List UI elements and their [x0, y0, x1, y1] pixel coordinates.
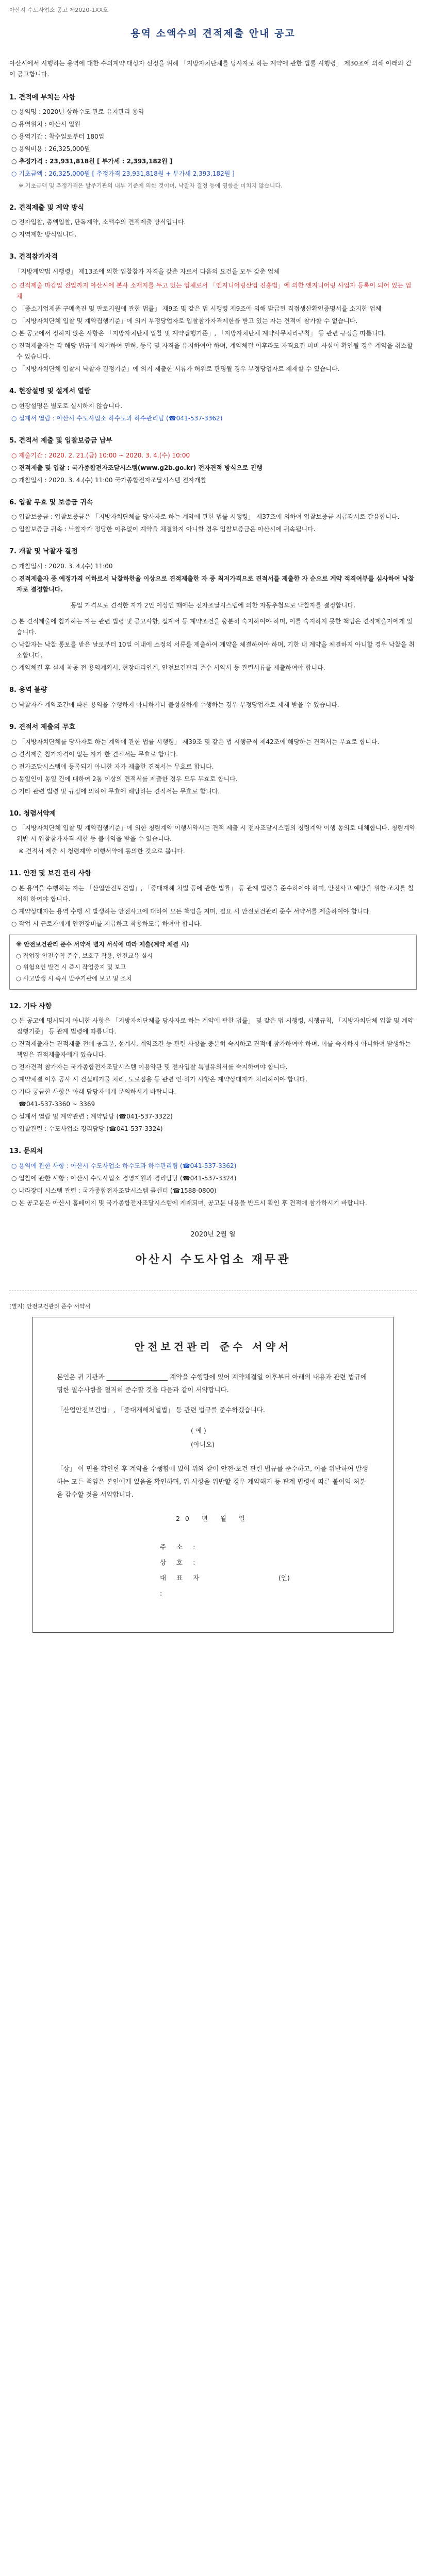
section-2	[9, 202, 417, 241]
list-item: ○ 기타 관련 법령 및 규정에 의하여 무효에 해당하는 견적서는 무효로 합니다.	[11, 787, 220, 795]
section-title: 12. 기타 사항	[9, 1002, 52, 1010]
notice-row: ○ 작업장 안전수칙 준수, 보호구 착용, 안전교육 실시	[16, 952, 153, 960]
list-item: ○ 설계서 열람 : 아산시 수도사업소 하수도과 하수관리팀 (☎041-537-3362)	[11, 414, 223, 422]
seal-mark: (인)	[278, 1574, 290, 1582]
list-item: ○ 본 용역을 수행하는 자는 「산업안전보건법」, 「중대재해 처벌 등에 관한 법률」 등 관계 법령을 준수하여야 하며, 안전사고 예방을 위한 조치를 철저히 하여야 합니다.	[11, 885, 414, 903]
paragraph: 「지방계약법 시행령」 제13조에 의한 입찰참가 자격을 갖춘 자로서 다음의 요건을 모두 갖춘 업체	[14, 268, 280, 275]
list-item: ○ 견적제출자 중 예정가격 이하로서 낙찰하한율 이상으로 견적제출한 자 중 최저가격으로 견적서를 제출한 자 순으로 계약 적격여부를 심사하여 낙찰자로 결정합니다.	[11, 575, 415, 593]
section-4	[9, 386, 417, 424]
list-item: ○ 계약체결 후 실제 착공 전 용역계획서, 현장대리인계, 안전보건관리 준수 서약서 등 관련서류를 제출하여야 합니다.	[11, 664, 325, 671]
appendix-label: [별지] 안전보건관리 준수 서약서	[9, 1303, 91, 1310]
list-item: ○ 입찰보증금 귀속 : 낙찰자가 정당한 이유없이 계약을 체결하지 아니할 경우 입찰보증금은 아산시에 귀속됩니다.	[11, 526, 316, 533]
section-title: 9. 견적서 제출의 무효	[9, 723, 76, 731]
list-item: ○ 「지방자치단체 입찰 및 계약집행기준」에 의거 부정당업자로 입찰참가자격제한을 받고 있는 자는 견적에 참가할 수 없습니다.	[11, 317, 358, 325]
list-item: ○ 추정가격 : 23,931,818원 [ 부가세 : 2,393,182원 ]	[11, 158, 173, 165]
pledge-list-item: 「산업안전보건법」, 「중대재해처벌법」 등 관련 법규를 준수하겠습니다.	[57, 1405, 265, 1414]
section-title: 6. 입찰 무효 및 보증금 귀속	[9, 498, 93, 506]
list-item: ○ 용역에 관한 사항 : 아산시 수도사업소 하수도과 하수관리팀 (☎041-537-3362)	[11, 1162, 237, 1170]
list-item: ○ 입찰관련 : 수도사업소 경리담당 (☎041-537-3324)	[11, 1125, 163, 1133]
pledge-list	[57, 1403, 369, 1416]
list-item: ○ 지역제한 방식입니다.	[11, 231, 77, 239]
list-item: ○ 현장설명은 별도로 실시하지 않습니다.	[11, 402, 123, 410]
section-title: 1. 견적에 부치는 사항	[9, 93, 76, 101]
list-item: ○ 작업 시 근로자에게 안전장비를 지급하고 착용하도록 하여야 합니다.	[11, 920, 202, 927]
list-item: ○ 나라장터 시스템 관련 : 국가종합전자조달시스템 콜센터 (☎1588-0800)	[11, 1187, 217, 1194]
list-item: ○ 견적제출 마감일 전일까지 아산시에 본사 소재지를 두고 있는 업체로서 「엔지니어링산업 진흥법」에 의한 엔지니어링 사업자 등록이 되어 있는 업체	[11, 282, 412, 300]
list-item: ○ 견적제출 참가자격이 없는 자가 한 견적서는 무효로 합니다.	[11, 750, 178, 758]
page-title: 용역 소액수의 견적제출 안내 공고	[130, 28, 296, 40]
list-item: ○ 입찰보증금 : 입찰보증금은 「지방자치단체를 당사자로 하는 계약에 관한 법률 시행령」 제37조에 의하여 입찰보증금 지급각서로 갈음합니다.	[11, 513, 400, 521]
section-10	[9, 808, 417, 857]
list-item: ○ 낙찰자는 낙찰 통보를 받은 날로부터 10일 이내에 소정의 서류를 제출하여 계약을 체결하여야 하며, 기한 내 계약을 체결하지 아니할 경우 낙찰을 취소합니다.	[11, 641, 415, 659]
section-note: 동일 가격으로 견적한 자가 2인 이상인 때에는 전자조달시스템에 의한 자동추첨으로 낙찰자를 결정합니다.	[71, 602, 355, 609]
pledge-choices	[57, 1423, 369, 1452]
list-item: ○ 본 견적제출에 참가하는 자는 관련 법령 및 공고사항, 설계서 등 계약조건을 충분히 숙지하여야 하며, 이를 숙지하지 못한 책임은 견적제출자에게 있습니다.	[11, 618, 413, 636]
list-item: ○ 견적제출자는 각 해당 법규에 의거하여 면허, 등록 및 자격을 유지하여야 하며, 계약체결 이후라도 자격요건 미비 사실이 확인될 경우 계약을 취소할 수 있습니다.	[11, 342, 413, 360]
pledge-form	[32, 1317, 394, 1633]
list-item: ○ 전자조달시스템에 등록되지 아니한 자가 제출한 견적서는 무효로 합니다.	[11, 762, 214, 770]
section-6	[9, 497, 417, 535]
list-item: ○ 제출기간 : 2020. 2. 21.(금) 10:00 ~ 2020. 3. 4.(수) 10:00	[11, 451, 190, 459]
list-item: ○ 「지방자치단체 입찰시 낙찰자 결정기준」에 의거 제출한 서류가 허위로 판명될 경우 부정당업자로 제재할 수 있습니다.	[11, 365, 340, 372]
notice-row: ○ 사고발생 시 즉시 발주기관에 보고 및 조치	[16, 975, 132, 982]
list-item: ○ 기타 궁금한 사항은 아래 담당자에게 문의하시기 바랍니다.	[11, 1088, 176, 1096]
list-item: ○ 개찰일시 : 2020. 3. 4.(수) 11:00	[11, 563, 113, 570]
list-item: ○ 용역명 : 2020년 상하수도 관로 유지관리 용역	[11, 108, 144, 116]
section-9	[9, 722, 417, 797]
section-11	[9, 868, 417, 989]
section-7	[9, 546, 417, 673]
section-5	[9, 435, 417, 486]
list-item: ○ 전자입찰, 총액입찰, 단독계약, 소액수의 견적제출 방식입니다.	[11, 218, 186, 226]
list-item: ○ 용역기간 : 착수일로부터 180일	[11, 133, 105, 141]
notice-row: ○ 위험요인 발견 시 즉시 작업중지 및 보고	[16, 963, 126, 971]
list-item: ○ 낙찰자가 계약조건에 따른 용역을 수행하지 아니하거나 불성실하게 수행하는 경우 부정당업자로 제재 받을 수 있습니다.	[11, 701, 339, 708]
list-item: ○ 「지방자치단체를 당사자로 하는 계약에 관한 법률 시행령」 제39조 및 같은 법 시행규칙 제42조에 해당하는 견적서는 무효로 합니다.	[11, 738, 380, 745]
contact-phones: ☎041-537-3360 ~ 3369	[19, 1100, 95, 1108]
section-3	[9, 251, 417, 375]
section-title: 3. 견적참가자격	[9, 253, 58, 261]
section-title: 2. 견적제출 및 계약 방식	[9, 204, 85, 212]
list-item: ○ 본 공고에서 정하지 않은 사항은 「지방자치단체 입찰 및 계약집행기준」, 「지방자치단체 계약사무처리규칙」 등 관련 규정을 따릅니다.	[11, 330, 386, 337]
section-title: 4. 현장설명 및 설계서 열람	[9, 387, 91, 395]
list-item: ○ 전자견적 참가자는 국가종합전자조달시스템 이용약관 및 전자입찰 특별유의서를 숙지하여야 합니다.	[11, 1063, 288, 1071]
list-item: ○ 본 공고에 명시되지 아니한 사항은 「지방자치단체를 당사자로 하는 계약에 관한 법률」 및 같은 법 시행령, 시행규칙, 「지방자치단체 입찰 및 계약집행기준」 등 관계 법령에 따릅니다.	[11, 1017, 414, 1036]
list-item: ○ 견적제출 및 입찰 : 국가종합전자조달시스템(www.g2b.go.kr) 전자견적 방식으로 진행	[11, 464, 263, 471]
section-title: 8. 용역 불량	[9, 686, 47, 694]
section-1	[9, 92, 417, 191]
list-item: ○ 용역위치 : 아산시 일원	[11, 121, 81, 128]
safety-notice-box	[9, 935, 417, 990]
list-item: ○ 본 공고문은 아산시 홈페이지 및 국가종합전자조달시스템에 게재되며, 공고문 내용을 반드시 확인 후 견적에 참가하시기 바랍니다.	[11, 1199, 367, 1207]
pledge-body-2: 「상」 이 면을 확인한 후 계약을 수행함에 있어 위와 같이 안전·보건 관련 법규를 준수하고, 이를 위반하여 발생하는 모든 책임은 본인에게 있음을 확인하며, 위 사항을 위반할 경우 계약해지 등 관계 법령에 따른 불이익 처분을 감수할 것을 서약합니다.	[57, 1464, 368, 1498]
section-title: 11. 안전 및 보건 관리 사항	[9, 870, 91, 878]
section-8	[9, 685, 417, 710]
signature-label: 주 소 :	[160, 1543, 200, 1551]
section-title: 7. 개찰 및 낙찰자 결정	[9, 548, 78, 556]
header-note: 아산시 수도사업소 공고 제2020-1XX호	[9, 7, 109, 13]
list-item: ○ 설계서 열람 및 계약관련 : 계약담당 (☎041-537-3322)	[11, 1113, 173, 1121]
pledge-date: 20 년 월 일	[175, 1514, 251, 1522]
signature-block	[57, 1539, 369, 1601]
section-title: 5. 견적서 제출 및 입찰보증금 납부	[9, 436, 112, 445]
list-item: ○ 「중소기업제품 구매촉진 및 판로지원에 관한 법률」 제9조 및 같은 법 시행령 제9조에 의해 발급된 직접생산확인증명서를 소지한 업체	[11, 305, 382, 312]
notice-date: 2020년 2월 일	[190, 1231, 236, 1239]
notice-row: ※ 안전보건관리 준수 서약서 별지 서식에 따라 제출(계약 체결 시)	[16, 941, 189, 948]
list-item: ○ 동일인이 동일 건에 대하여 2통 이상의 견적서를 제출한 경우 모두 무효로 합니다.	[11, 775, 238, 783]
pledge-body: 본인은 귀 기관과 ___________________ 계약을 수행함에 있어 계약체결일 이후부터 아래의 내용과 관련 법규에 명한 필수사항을 철저히 준수할 것을 다음과 같이 서약합니다.	[57, 1372, 367, 1394]
section-title: 10. 청렴서약제	[9, 809, 56, 818]
section-title: 13. 문의처	[9, 1147, 43, 1156]
list-item: ○ 입찰에 관한 사항 : 아산시 수도사업소 경영지원과 경리담당 (☎041-537-3324)	[11, 1175, 237, 1182]
intro-text: 아산시에서 시행하는 용역에 대한 수의계약 대상자 선정을 위해 「지방자치단체를 당사자로 하는 계약에 관한 법률 시행령」 제30조에 의해 아래와 같이 공고합니다.	[9, 59, 412, 78]
choice-yes: ( 예 )	[191, 1426, 206, 1434]
list-item: ○ 견적제출자는 견적제출 전에 공고문, 설계서, 계약조건 등 관련 사항을 충분히 숙지하고 견적에 참가하여야 하며, 이를 숙지하지 아니하여 발생하는 책임은 견적제출자에게 있습니다.	[11, 1040, 411, 1059]
list-item: ○ 계약체결 이후 공사 시 건설폐기물 처리, 도로점용 등 관련 인·허가 사항은 계약상대자가 처리하여야 합니다.	[11, 1076, 307, 1083]
list-item: ○ 「지방자치단체 입찰 및 계약집행기준」에 의한 청렴계약 이행서약서는 견적 제출 시 전자조달시스템의 청렴계약 이행 동의로 대체합니다. 청렴계약 위반 시 입찰참가자격 제한 등 불이익을 받을 수 있습니다.	[11, 824, 416, 843]
issuing-organization: 아산시 수도사업소 재무관	[135, 1253, 291, 1266]
pledge-title: 안전보건관리 준수 서약서	[134, 1340, 292, 1353]
list-item: ○ 개찰일시 : 2020. 3. 4.(수) 11:00 국가종합전자조달시스템 전자개찰	[11, 476, 207, 484]
signature-label: 대 표 자 :	[160, 1574, 204, 1598]
signature-row	[160, 1555, 369, 1570]
signature-label: 상 호 :	[160, 1558, 200, 1567]
list-item: ○ 계약상대자는 용역 수행 시 발생하는 안전사고에 대하여 모든 책임을 지며, 필요 시 안전보건관리 준수 서약서를 제출하여야 합니다.	[11, 908, 371, 915]
list-item: ○ 기초금액 : 26,325,000원 [ 추정가격 23,931,818원 + 부가세 2,393,182원 ]	[11, 170, 235, 178]
choice-no: (아니오)	[191, 1440, 215, 1448]
list-note: ※ 기초금액 및 추정가격은 발주기관의 내부 기준에 의한 것이며, 낙찰자 결정 등에 영향을 미치지 않습니다.	[19, 182, 283, 190]
signature-row	[160, 1570, 369, 1601]
section-13	[9, 1146, 417, 1209]
list-item: ○ 용역비용 : 26,325,000원	[11, 145, 90, 153]
section-12	[9, 1001, 417, 1135]
signature-row	[160, 1539, 369, 1555]
section-note: ※ 견적서 제출 시 청렴계약 이행서약에 동의한 것으로 봅니다.	[19, 848, 185, 855]
